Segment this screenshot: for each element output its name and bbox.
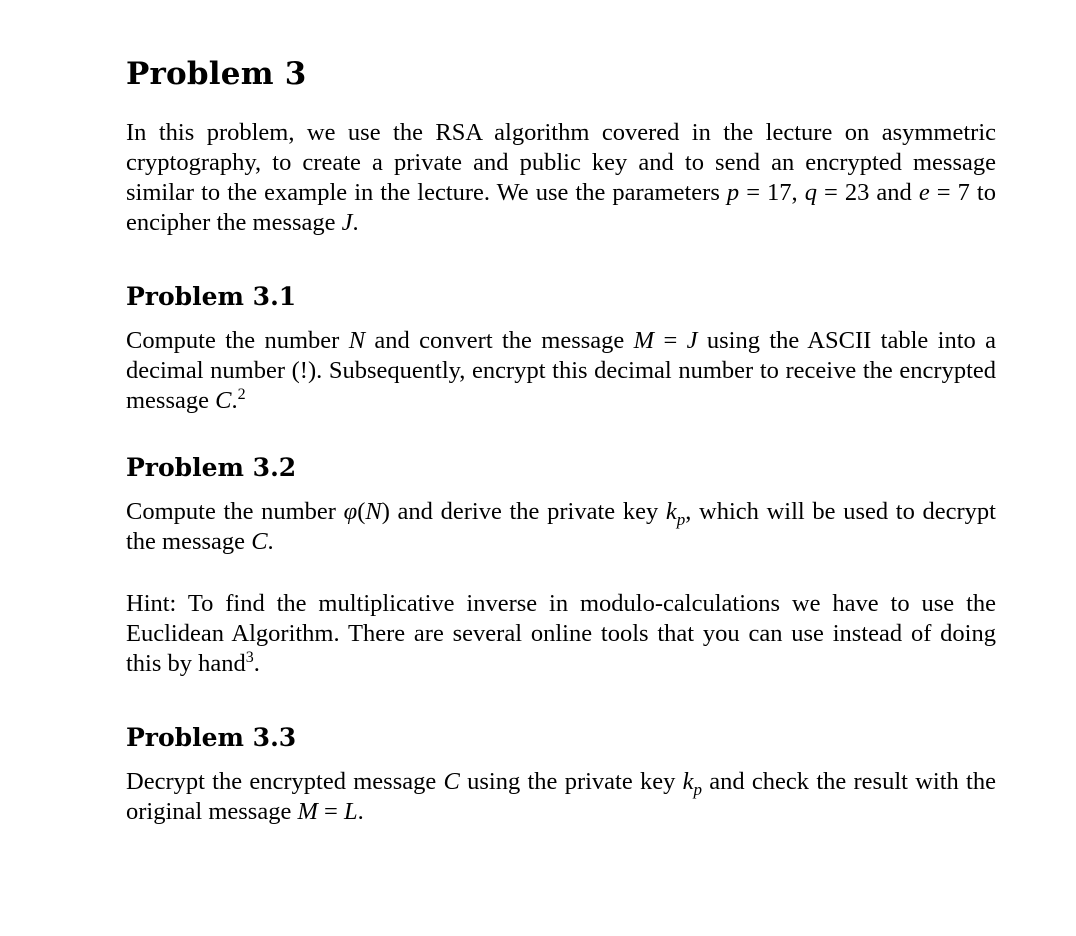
p31-text-d: using the ASCII table into a decimal number (!). Subsequently, encrypt this decimal number to receive the encrypted message xyxy=(126,327,996,414)
var-J: J xyxy=(341,209,353,236)
p31-text-a: Compute the number xyxy=(126,327,349,354)
p32-text-b: ( xyxy=(357,498,366,525)
problem-3-1-heading: Problem 3.1 xyxy=(126,282,297,311)
document-page xyxy=(126,52,996,827)
var-C: C xyxy=(251,528,268,555)
var-k-subscript: p xyxy=(693,779,703,799)
problem-3-intro xyxy=(126,118,996,238)
intro-text-b: = 17, xyxy=(739,179,805,206)
problem-3-3-text xyxy=(126,767,996,827)
var-C: C xyxy=(215,387,232,414)
var-M: M xyxy=(297,798,318,825)
problem-3-2-heading: Problem 3.2 xyxy=(126,453,297,482)
p33-text-d: = xyxy=(317,798,344,825)
var-p: p xyxy=(726,179,740,206)
p32-text-a: Compute the number xyxy=(126,498,344,525)
var-e: e xyxy=(918,179,930,206)
hint-text: Hint: To find the multiplicative inverse in modulo-calculations we have to use the Euclidean Algorithm. There are several online tools that you can use instead of doing this by hand xyxy=(126,590,996,677)
var-C: C xyxy=(443,768,460,795)
var-N: N xyxy=(365,498,382,525)
hint-end: . xyxy=(253,650,260,677)
var-k: k xyxy=(682,768,694,795)
var-N: N xyxy=(348,327,366,354)
footnote-3-marker: 3 xyxy=(245,648,254,666)
var-L: L xyxy=(343,798,358,825)
intro-text-a: In this problem, we use the RSA algorithm covered in the lecture on asymmetric cryptography, to create a private and public key and to send an encrypted message similar to the example in the lecture. We use the parameters xyxy=(126,119,996,206)
var-k-subscript: p xyxy=(676,509,686,529)
var-J: J xyxy=(686,327,698,354)
intro-text-c: = 23 and xyxy=(816,179,919,206)
p32-text-e: . xyxy=(267,528,274,555)
var-phi: φ xyxy=(343,498,358,525)
intro-full-text xyxy=(0,0,1,1)
p33-text-c: and check the result with the original message xyxy=(126,768,996,825)
intro-text-d: = 7 to encipher the message xyxy=(126,179,996,236)
var-k: k xyxy=(665,498,677,525)
problem-3-2-text xyxy=(126,497,996,557)
p31-text-c: = xyxy=(654,327,687,354)
problem-3-3-heading: Problem 3.3 xyxy=(126,723,297,752)
p32-text-c: ) and derive the private key xyxy=(381,498,666,525)
problem-3-1-text xyxy=(126,326,996,416)
p33-text-e: . xyxy=(357,798,364,825)
p33-text-a: Decrypt the encrypted message xyxy=(126,768,444,795)
p32-text-d: , which will be used to decrypt the message xyxy=(126,498,996,555)
p31-text-b: and convert the message xyxy=(365,327,634,354)
problem-3-heading: Problem 3 xyxy=(126,56,307,92)
p31-text-e: . xyxy=(231,387,238,414)
var-M: M xyxy=(633,327,655,354)
intro-text-end: . xyxy=(352,209,359,236)
var-q: q xyxy=(804,179,817,206)
footnote-2-marker: 2 xyxy=(237,385,246,403)
p33-text-b: using the private key xyxy=(459,768,683,795)
problem-3-2-hint xyxy=(126,589,996,679)
